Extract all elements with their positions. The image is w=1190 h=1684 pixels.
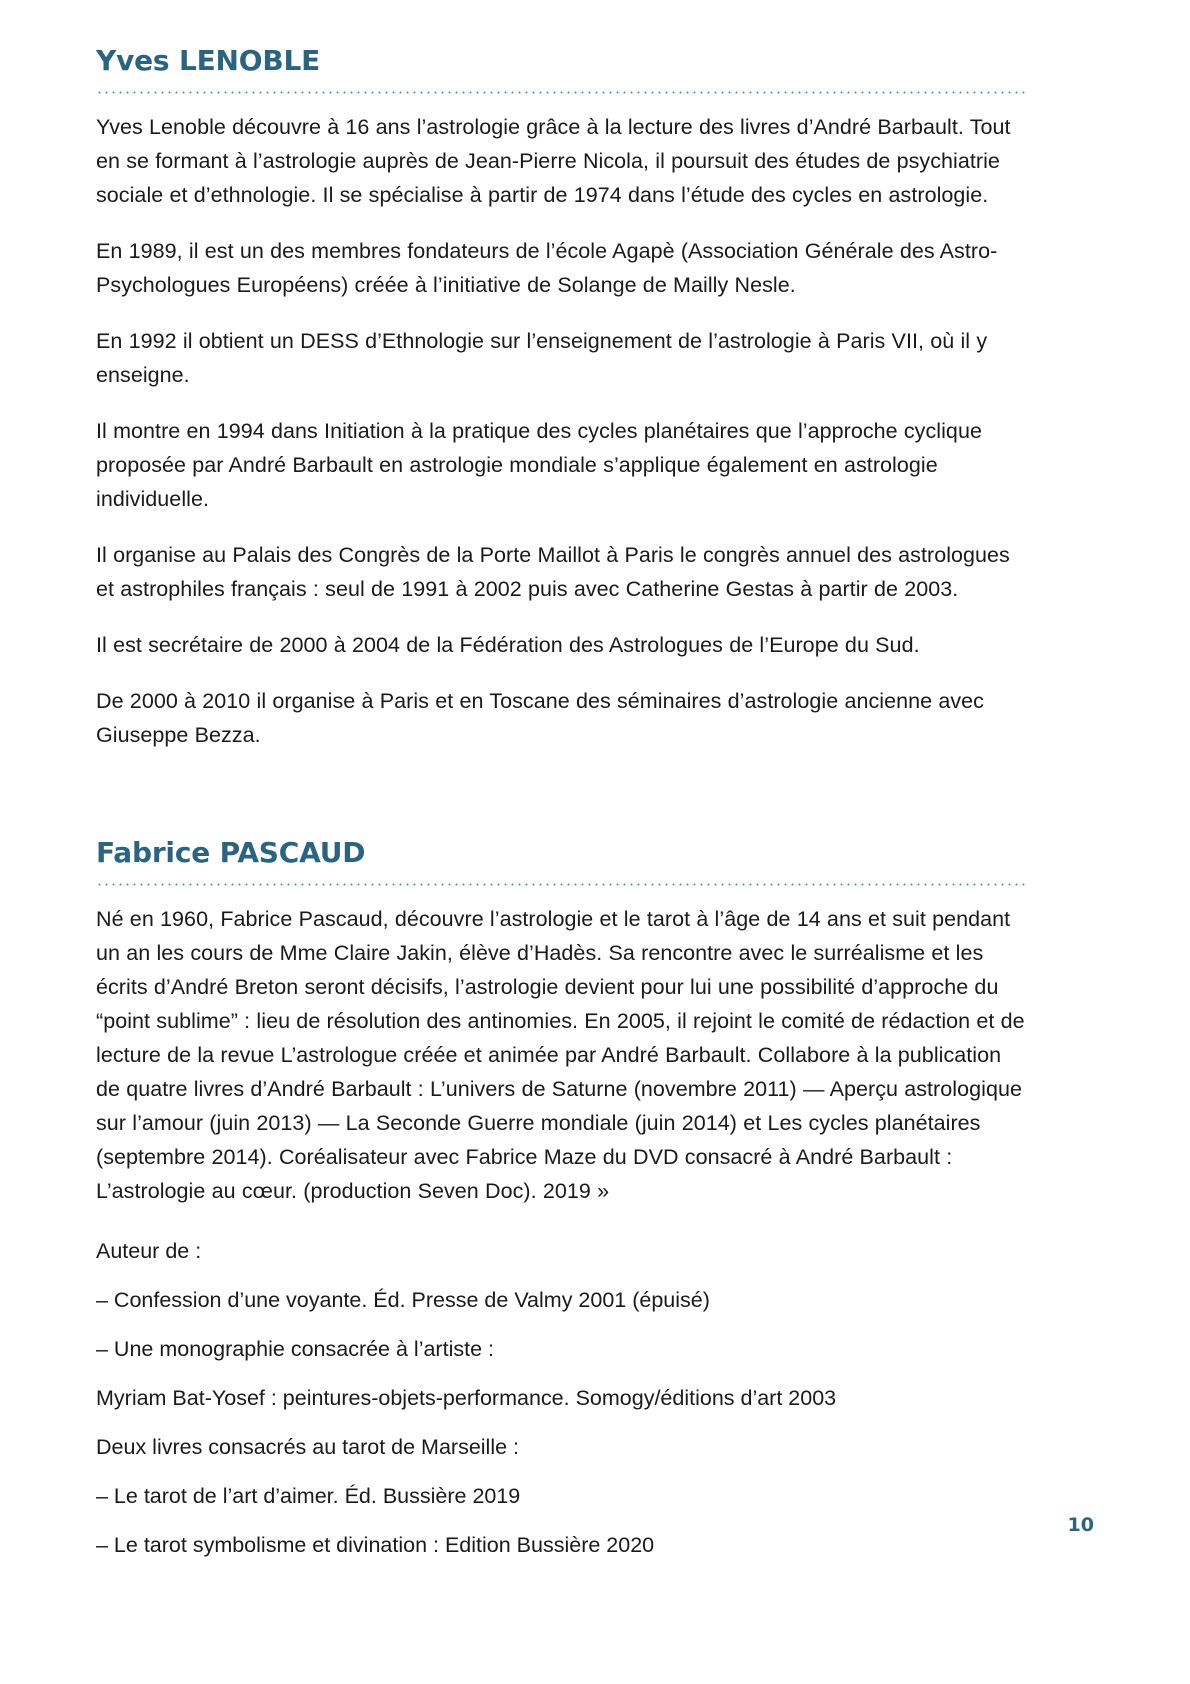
- paragraph: En 1989, il est un des membres fondateurs de l’école Agapè (Association Générale des Astro-Psychologues Européens) créée à l’initiative de Solange de Mailly Nesle.: [96, 238, 998, 297]
- paragraph: Né en 1960, Fabrice Pascaud, découvre l’astrologie et le tarot à l’âge de 14 ans et suit pendant un an les cours de Mme Claire Jakin, élève d’Hadès. Sa rencontre avec le surréalisme et les écrits d’André Breton seront décisifs, l’astrologie devient pour lui une possibilité d’approche du “point sublime” : lieu de résolution des antinomies. En 2005, il rejoint le comité de rédaction et de lecture de la revue L’astrologue créée et animée par André Barbault. Collabore à la publication de quatre livres d’André Barbault : L’univers de Saturne (novembre 2011) — Aperçu astrologique sur l’amour (juin 2013) — La Seconde Guerre mondiale (juin 2014) et Les cycles planétaires (septembre 2014). Coréalisateur avec Fabrice Maze du DVD consacré à André Barbault : L’astrologie au cœur. (production Seven Doc). 2019 »: [96, 906, 1025, 1203]
- author-list-item: Myriam Bat-Yosef : peintures-objets-performance. Somogy/éditions d’art 2003: [96, 1385, 837, 1410]
- heading-family-name: PASCAUD: [219, 835, 366, 869]
- heading-given-name: Fabrice: [96, 835, 220, 869]
- author-list-item: – Le tarot symbolisme et divination : Edition Bussière 2020: [96, 1532, 655, 1557]
- author-list-item: Deux livres consacrés au tarot de Marseille :: [96, 1434, 520, 1459]
- heading-family-name: LENOBLE: [178, 44, 321, 77]
- author-list-item: – Le tarot de l’art d’aimer. Éd. Bussière 2019: [96, 1483, 521, 1508]
- section-heading-fabrice-pascaud: [96, 835, 1026, 869]
- author-works-list: [96, 1234, 1026, 1562]
- author-list-item: – Une monographie consacrée à l’artiste :: [96, 1336, 494, 1361]
- paragraph: Yves Lenoble découvre à 16 ans l’astrologie grâce à la lecture des livres d’André Barbault. Tout en se formant à l’astrologie auprès de Jean-Pierre Nicola, il poursuit des études de psychiatrie sociale et d’ethnologie. Il se spécialise à partir de 1974 dans l’étude des cycles en astrologie.: [96, 114, 1011, 207]
- paragraph: Il montre en 1994 dans Initiation à la pratique des cycles planétaires que l’approche cyclique proposée par André Barbault en astrologie mondiale s’applique également en astrologie individuelle.: [96, 418, 982, 511]
- section-heading-yves-lenoble: [96, 46, 1026, 77]
- paragraph: Il organise au Palais des Congrès de la Porte Maillot à Paris le congrès annuel des astrologues et astrophiles français : seul de 1991 à 2002 puis avec Catherine Gestas à partir de 2003.: [96, 542, 1010, 601]
- paragraph: En 1992 il obtient un DESS d’Ethnologie sur l’enseignement de l’astrologie à Paris VII, où il y enseigne.: [96, 328, 988, 387]
- heading-dotted-divider: [96, 91, 1026, 94]
- page-number: 10: [1067, 1514, 1094, 1536]
- author-list-heading: Auteur de :: [96, 1238, 202, 1263]
- paragraph: Il est secrétaire de 2000 à 2004 de la Fédération des Astrologues de l’Europe du Sud.: [96, 632, 920, 657]
- page-content: [96, 46, 1026, 1562]
- heading-dotted-divider: [96, 883, 1026, 886]
- author-list-item: – Confession d’une voyante. Éd. Presse de Valmy 2001 (épuisé): [96, 1287, 710, 1312]
- section-fabrice-pascaud: [96, 835, 1026, 1562]
- heading-given-name: Yves: [96, 44, 179, 77]
- section-yves-lenoble: [96, 46, 1026, 752]
- paragraph: De 2000 à 2010 il organise à Paris et en Toscane des séminaires d’astrologie ancienne avec Giuseppe Bezza.: [96, 688, 984, 747]
